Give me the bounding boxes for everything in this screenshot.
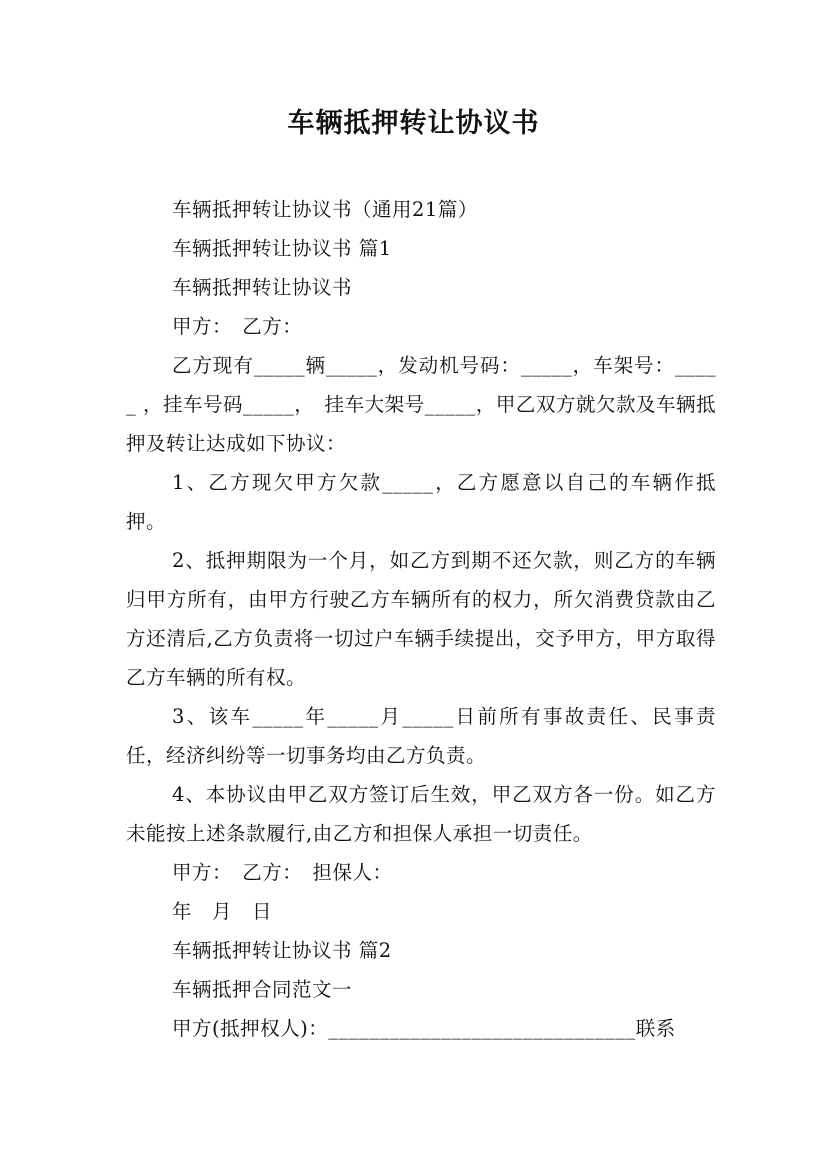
paragraph-agreement-title: 车辆抵押转让协议书 <box>172 276 353 299</box>
paragraph-clause-4: 4、本协议由甲乙双方签订后生效，甲乙双方各一份。如乙方未能按上述条款履行,由乙方和担保人承担一切责任。 <box>126 783 716 845</box>
paragraph-vehicle-info: 乙方现有_____辆_____，发动机号码：_____，车架号：_____ ，挂车号码_____， 挂车大架号_____，甲乙双方就欠款及车辆抵押及转让达成如下协议： <box>126 354 716 455</box>
paragraph-collection-title: 车辆抵押转让协议书（通用21篇） <box>172 198 478 221</box>
paragraph-clause-3: 3、该车_____年_____月_____日前所有事故责任、民事责任，经济纠纷等一切事务均由乙方负责。 <box>126 705 716 767</box>
paragraph-clause-2: 2、抵押期限为一个月，如乙方到期不还欠款，则乙方的车辆归甲方所有，由甲方行驶乙方车辆所有的权力，所欠消费贷款由乙方还清后,乙方负责将一切过户车辆手续提出，交予甲方，甲方取得乙方车辆的所有权。 <box>126 549 716 689</box>
paragraph-sample-title: 车辆抵押合同范文一 <box>172 978 353 1001</box>
paragraph-date: 年 月 日 <box>172 900 273 923</box>
paragraph-party-a-mortgagee: 甲方(抵押权人)：______________________________联系 <box>172 1017 676 1040</box>
document-body <box>126 190 716 1048</box>
document-title: 车辆抵押转让协议书 <box>287 108 540 139</box>
paragraph-signatures: 甲方： 乙方： 担保人： <box>172 861 393 884</box>
paragraph-clause-1: 1、乙方现欠甲方欠款_____，乙方愿意以自己的车辆作抵押。 <box>126 471 716 533</box>
paragraph-section-2-heading: 车辆抵押转让协议书 篇2 <box>172 939 392 962</box>
paragraph-section-1-heading: 车辆抵押转让协议书 篇1 <box>172 237 392 260</box>
paragraph-parties: 甲方： 乙方： <box>172 315 303 338</box>
